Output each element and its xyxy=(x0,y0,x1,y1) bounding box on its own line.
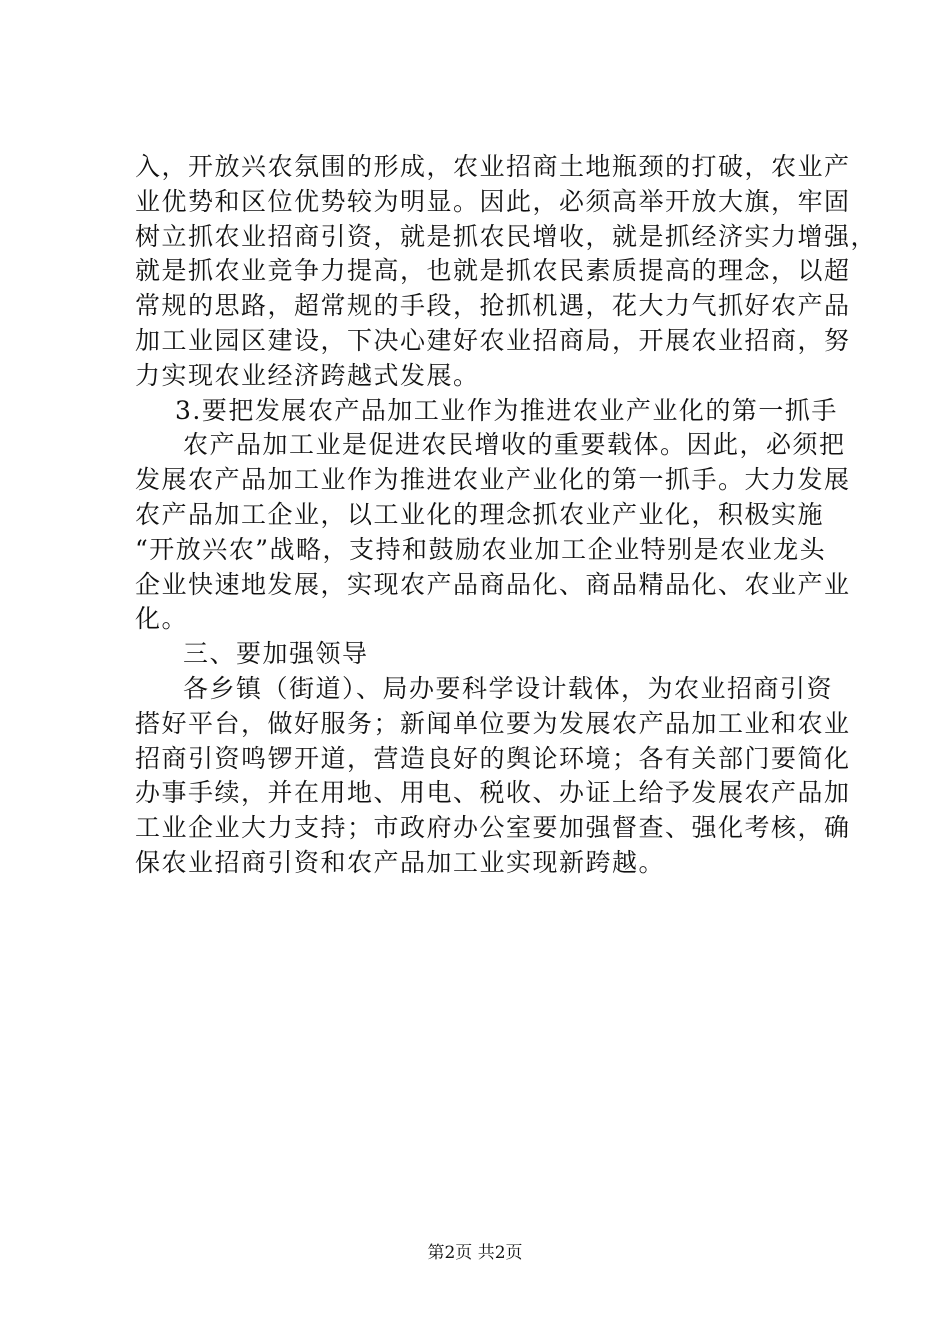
paragraph-line: 各乡镇（街道）、局办要科学设计载体，为农业招商引资 xyxy=(183,673,834,703)
paragraph-line: 搭好平台，做好服务；新闻单位要为发展农产品加工业和农业 xyxy=(135,708,851,738)
paragraph-line: 办事手续，并在用地、用电、税收、办证上给予发展农产品加 xyxy=(135,778,851,808)
paragraph-line: 入，开放兴农氛围的形成，农业招商土地瓶颈的打破，农业产 xyxy=(135,152,851,181)
paragraph-line: 农产品加工业是促进农民增收的重要载体。因此，必须把 xyxy=(183,430,846,460)
page-number-footer: 第2页 共2页 xyxy=(427,1243,523,1263)
paragraph-line: 工业企业大力支持；市政府办公室要加强督查、强化考核，确 xyxy=(135,813,851,843)
paragraph-line: 农产品加工企业，以工业化的理念抓农业产业化，积极实施 xyxy=(135,499,825,529)
paragraph-line: 发展农产品加工业作为推进农业产业化的第一抓手。大力发展 xyxy=(135,465,851,495)
subsection-heading: 3.要把发展农产品加工业作为推进农业产业化的第一抓手 xyxy=(175,395,838,425)
paragraph-line: 加工业园区建设，下决心建好农业招商局，开展农业招商，努 xyxy=(135,325,851,355)
paragraph-line: 化。 xyxy=(135,604,189,634)
paragraph-line: 树立抓农业招商引资，就是抓农民增收，就是抓经济实力增强， xyxy=(135,221,878,251)
paragraph-line: 保农业招商引资和农产品加工业实现新跨越。 xyxy=(135,847,666,877)
section-heading: 三、要加强领导 xyxy=(183,639,369,669)
paragraph-line: 就是抓农业竞争力提高，也就是抓农民素质提高的理念，以超 xyxy=(135,256,851,286)
paragraph-line: 力实现农业经济跨越式发展。 xyxy=(135,360,480,390)
paragraph-line: 企业快速地发展，实现农产品商品化、商品精品化、农业产业 xyxy=(135,569,851,599)
paragraph-line: 常规的思路，超常规的手段，抢抓机遇，花大力气抓好农产品 xyxy=(135,291,851,321)
paragraph-line: 招商引资鸣锣开道，营造良好的舆论环境；各有关部门要简化 xyxy=(135,743,851,773)
paragraph-line: “开放兴农”战略，支持和鼓励农业加工企业特别是农业龙头 xyxy=(135,534,827,564)
paragraph-line: 业优势和区位优势较为明显。因此，必须高举开放大旗，牢固 xyxy=(135,186,851,216)
document-body xyxy=(135,150,878,881)
